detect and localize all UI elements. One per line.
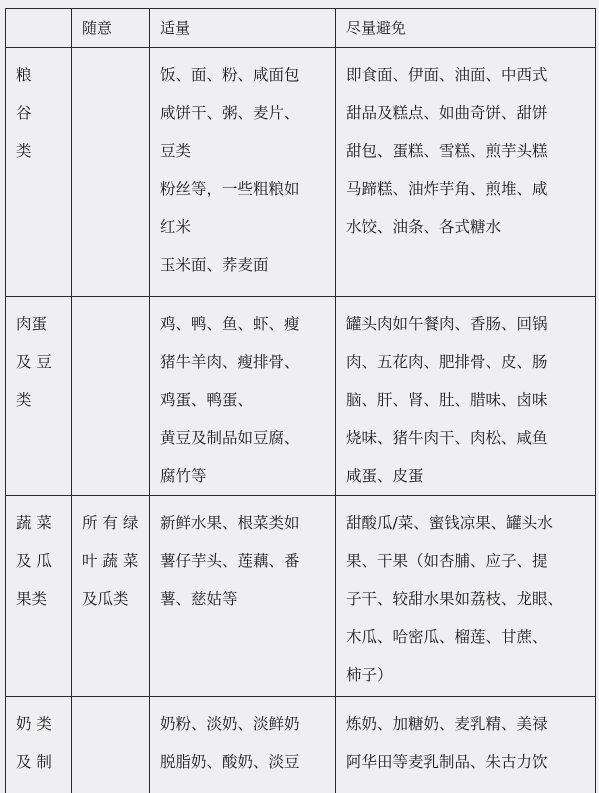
- cell-line: 甜包、蛋糕、雪糕、煎芋头糕: [346, 142, 548, 160]
- cell-line: 蔬 菜: [16, 514, 52, 532]
- freely-cell: [72, 496, 150, 697]
- category-cell: [6, 496, 72, 697]
- cell-line: 玉米面、荞麦面: [160, 256, 269, 274]
- table-row: [6, 496, 596, 697]
- cell-line: 粉丝等，一些粗粮如: [160, 180, 300, 198]
- cell-line: 薯、慈姑等: [160, 590, 238, 608]
- cell-line: 脑、肝、肾、肚、腊味、卤味: [346, 391, 548, 409]
- table-row: [6, 697, 596, 793]
- cell-line: 甜品及糕点、如曲奇饼、甜饼: [346, 104, 548, 122]
- cell-line: 阿华田等麦乳制品、朱古力饮: [346, 753, 548, 771]
- cell-line: 谷: [16, 104, 32, 122]
- cell-line: 猪牛羊肉、瘦排骨、: [160, 353, 300, 371]
- diet-table: [5, 8, 596, 793]
- cell-line: 肉、五花肉、肥排骨、皮、肠: [346, 353, 548, 371]
- cell-line: 木瓜、哈密瓜、榴莲、甘蔗、: [346, 628, 548, 646]
- cell-line: 果、干果（如杏脯、应子、提: [346, 552, 548, 570]
- moderate-cell: [150, 297, 336, 496]
- cell-line: 水饺、油条、各式糖水: [346, 218, 502, 236]
- cell-line: 子干、较甜水果如荔枝、龙眼、: [346, 590, 564, 608]
- cell-line: 新鲜水果、根菜类如: [160, 514, 300, 532]
- table-header-row: [6, 9, 596, 48]
- avoid-cell: [336, 697, 596, 793]
- avoid-cell: [336, 297, 596, 496]
- cell-line: 类: [16, 142, 32, 160]
- cell-line: 叶 蔬 菜: [82, 552, 139, 570]
- cell-line: 罐头肉如午餐肉、香肠、回锅: [346, 315, 548, 333]
- avoid-cell: [336, 48, 596, 297]
- cell-line: 腐竹等: [160, 467, 207, 485]
- cell-line: 甜酸瓜/菜、蜜钱凉果、罐头水: [346, 514, 553, 532]
- cell-line: 马蹄糕、油炸芋角、煎堆、咸: [346, 180, 548, 198]
- cell-line: 类: [16, 391, 32, 409]
- cell-line: 炼奶、加糖奶、麦乳精、美禄: [346, 715, 548, 733]
- cell-line: 柿子）: [346, 666, 393, 684]
- cell-line: 薯仔芋头、莲藕、番: [160, 552, 300, 570]
- cell-line: 所 有 绿: [82, 514, 139, 532]
- freely-cell: [72, 48, 150, 297]
- cell-line: 豆类: [160, 142, 192, 160]
- cell-line: 脱脂奶、酸奶、淡豆: [160, 753, 300, 771]
- cell-line: 粮: [16, 66, 32, 84]
- cell-line: 咸蛋、皮蛋: [346, 467, 424, 485]
- header-cell-moderate: 适量: [150, 9, 336, 48]
- freely-cell: [72, 297, 150, 496]
- cell-line: 奶 类: [16, 715, 52, 733]
- cell-line: 烧味、猪牛肉干、肉松、咸鱼: [346, 429, 548, 447]
- table-row: [6, 48, 596, 297]
- cell-line: 即食面、伊面、油面、中西式: [346, 66, 548, 84]
- cell-line: 果类: [16, 590, 48, 608]
- cell-line: 奶粉、淡奶、淡鲜奶: [160, 715, 300, 733]
- cell-line: 咸饼干、粥、麦片、: [160, 104, 300, 122]
- header-cell-freely: 随意: [72, 9, 150, 48]
- cell-line: 及 制: [16, 753, 52, 771]
- category-cell: [6, 697, 72, 793]
- header-cell-empty: [6, 9, 72, 48]
- cell-line: 鸡蛋、鸭蛋、: [160, 391, 254, 409]
- table-row: [6, 297, 596, 496]
- category-cell: [6, 297, 72, 496]
- header-cell-avoid: 尽量避免: [336, 9, 596, 48]
- cell-line: 肉蛋: [16, 315, 48, 333]
- cell-line: 红米: [160, 218, 192, 236]
- avoid-cell: [336, 496, 596, 697]
- cell-line: 及瓜类: [82, 590, 129, 608]
- category-cell: [6, 48, 72, 297]
- freely-cell: [72, 697, 150, 793]
- moderate-cell: [150, 697, 336, 793]
- cell-line: 鸡、鸭、鱼、虾、瘦: [160, 315, 300, 333]
- cell-line: 及 豆: [16, 353, 52, 371]
- cell-line: 饭、面、粉、咸面包: [160, 66, 300, 84]
- moderate-cell: [150, 496, 336, 697]
- cell-line: 黄豆及制品如豆腐、: [160, 429, 300, 447]
- moderate-cell: [150, 48, 336, 297]
- cell-line: 及 瓜: [16, 552, 52, 570]
